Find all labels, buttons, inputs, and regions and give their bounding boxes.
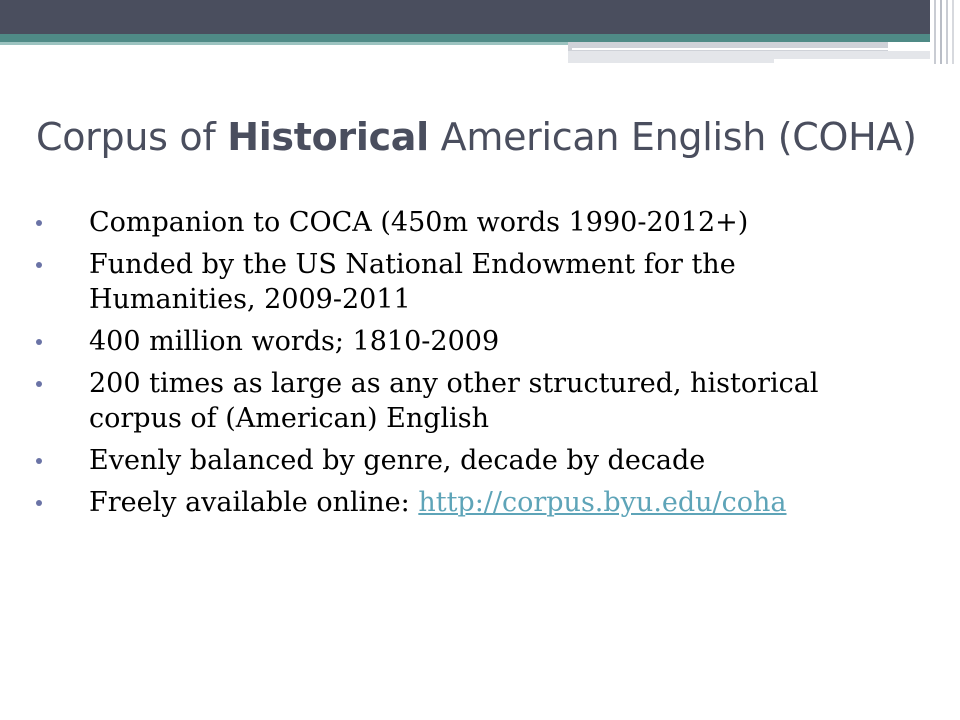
bullet-item [36,324,896,359]
bullet-text: Evenly balanced by genre, decade by decade [89,445,706,476]
title-part-regular: Corpus of [36,115,228,159]
bullet-text: Funded by the US National Endowment for the Humanities, 2009-2011 [89,249,736,315]
bullet-item [36,205,896,240]
title-part-bold: Historical [227,115,429,159]
bullet-text: Freely available online: [89,487,419,518]
coha-link[interactable]: http://corpus.byu.edu/coha [418,487,787,518]
bullet-item [36,485,896,520]
bullet-text: 200 times as large as any other structured, historical corpus of (American) English [89,368,819,434]
bullet-dot-icon [36,381,42,387]
header-band-teal [0,34,960,42]
slide-title [36,112,936,162]
title-part-regular-end: American English (COHA) [428,115,917,159]
bullet-dot-icon [36,458,42,464]
corner-decoration [930,0,960,64]
header-band-white-line [572,48,888,50]
header-band-step-lower [568,51,774,63]
bullet-dot-icon [36,262,42,268]
bullet-item [36,247,896,317]
bullet-dot-icon [36,500,42,506]
bullet-dot-icon [36,220,42,226]
header-band-dark [0,0,960,34]
bullet-item [36,366,896,436]
bullet-text: 400 million words; 1810-2009 [89,326,500,357]
bullet-text: Companion to COCA (450m words 1990-2012+) [89,207,749,238]
bullet-dot-icon [36,339,42,345]
header-band-teal-light [0,42,568,45]
bullet-item [36,443,896,478]
bullet-list [36,205,896,527]
